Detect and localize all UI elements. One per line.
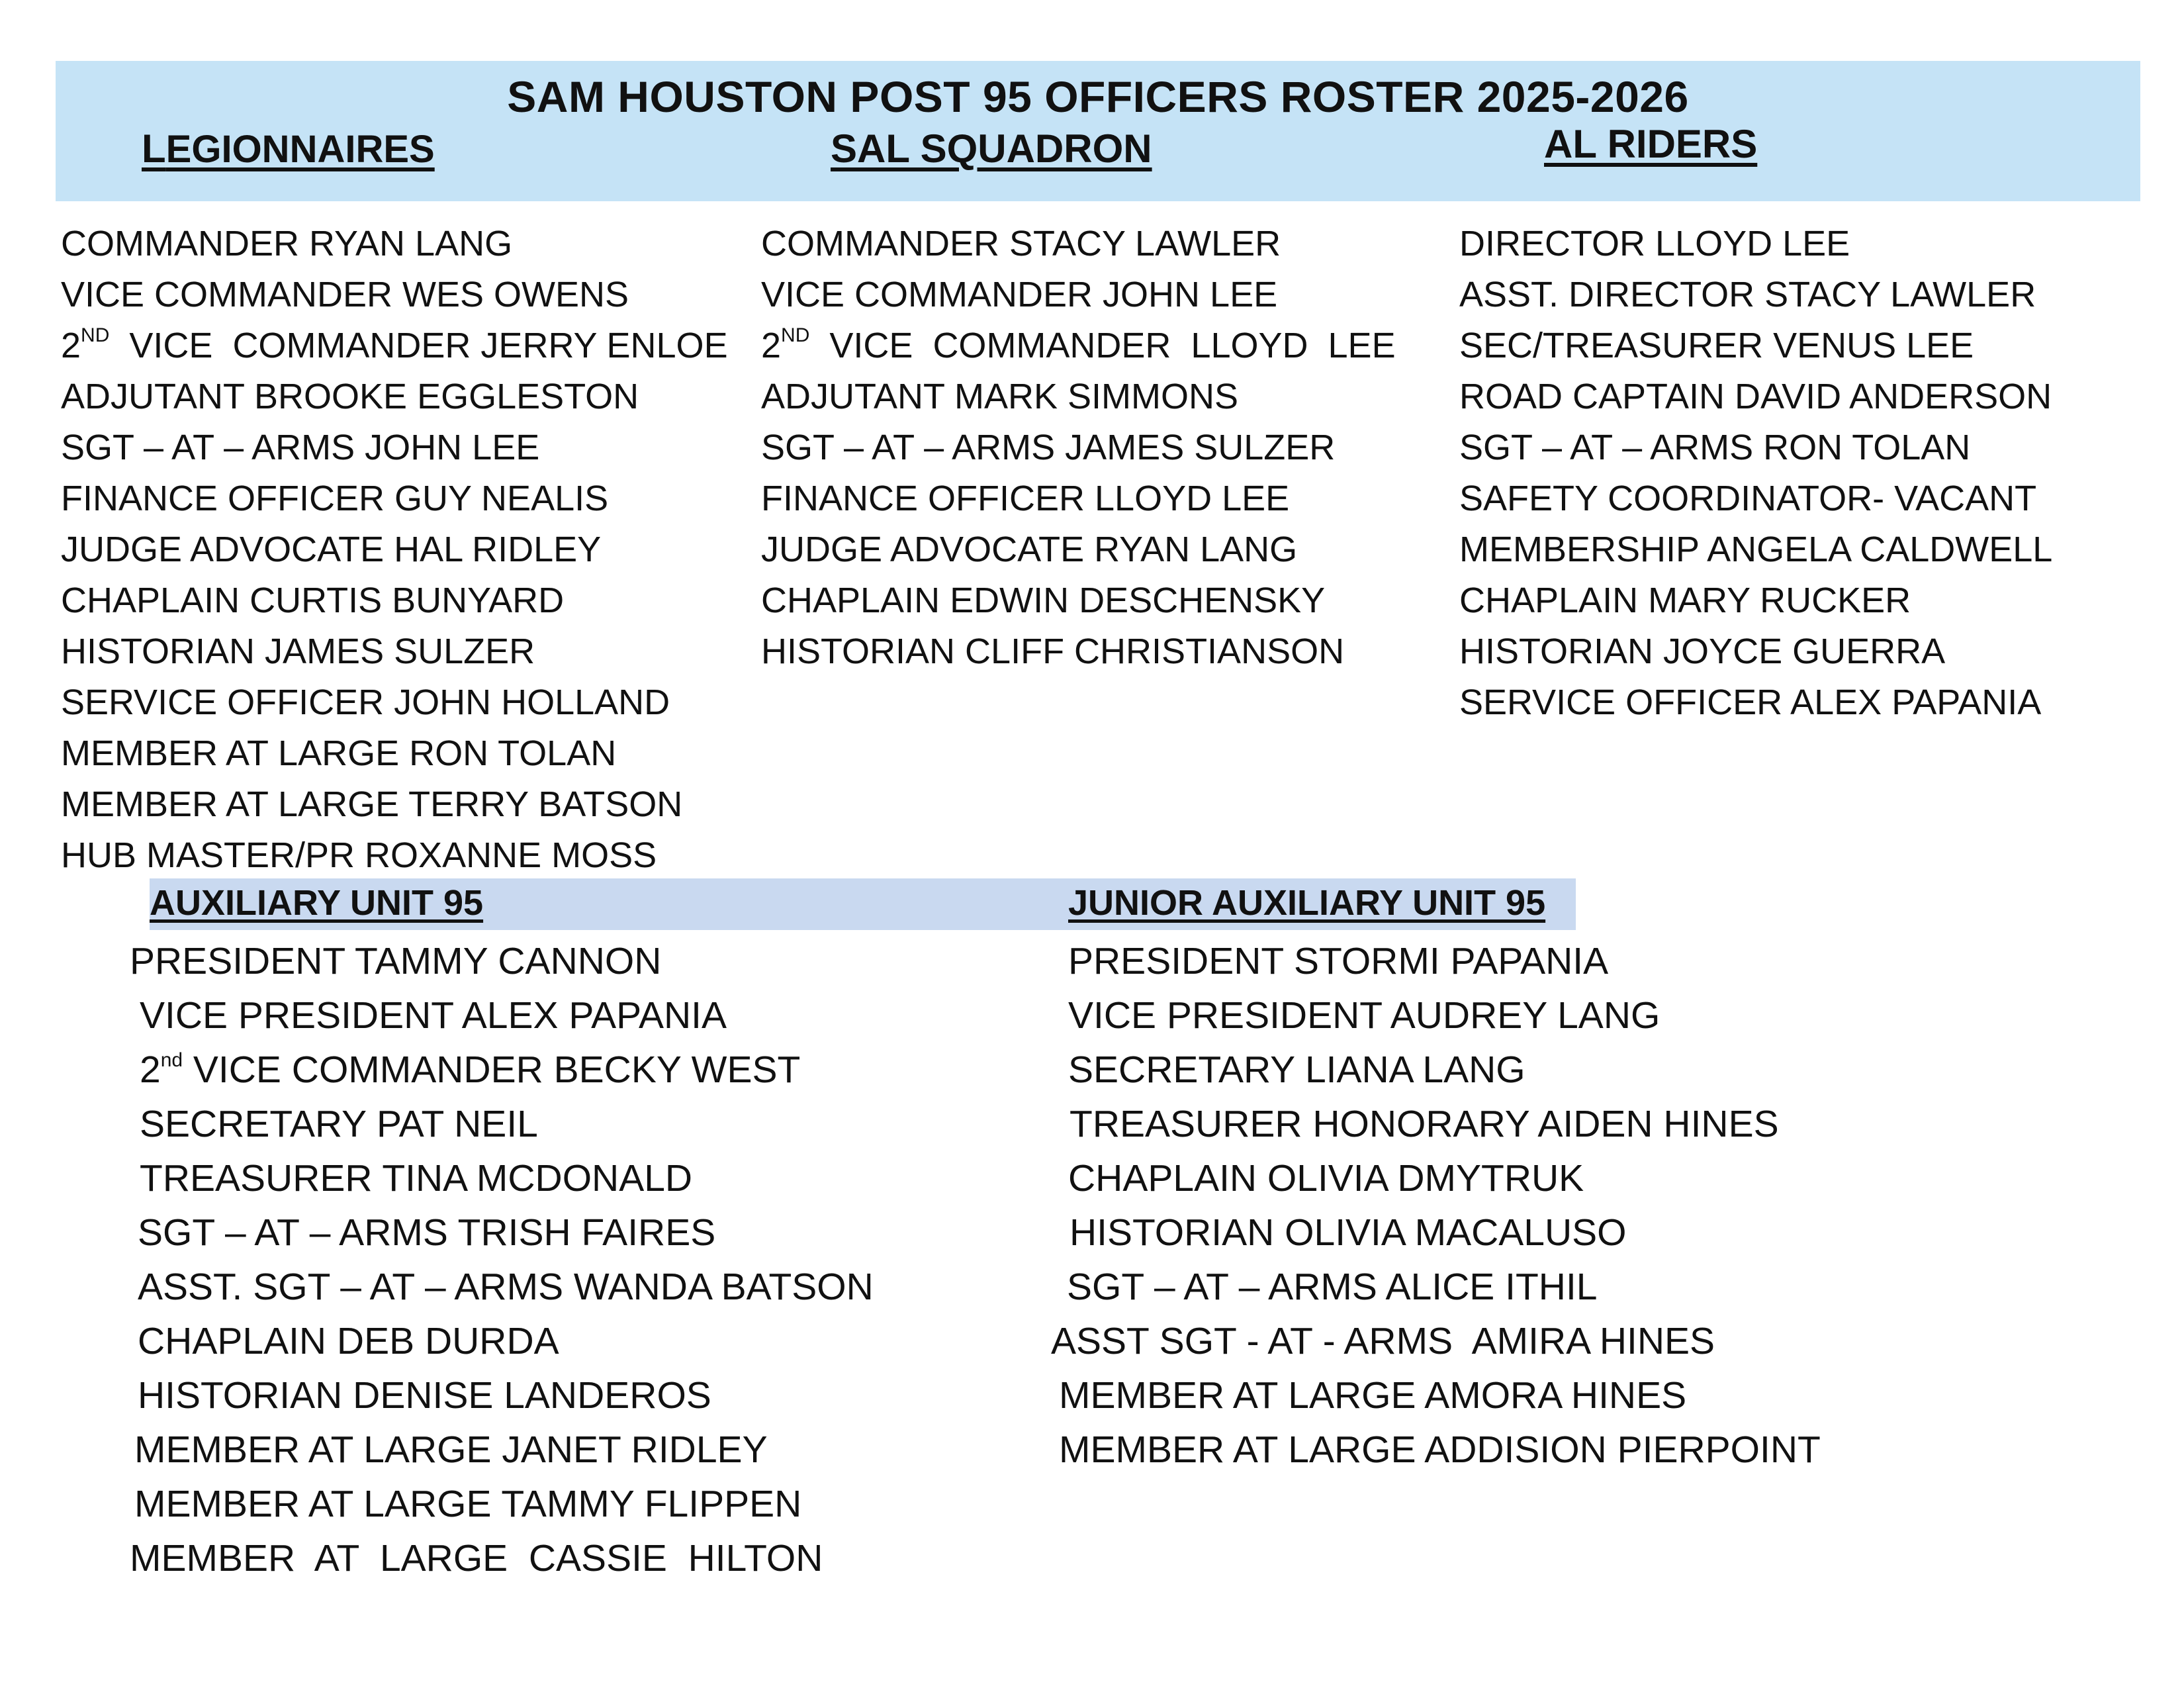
list-item: ROAD CAPTAIN DAVID ANDERSON: [1459, 377, 2052, 416]
list-item: MEMBER AT LARGE TERRY BATSON: [61, 784, 683, 824]
list-item: SERVICE OFFICER ALEX PAPANIA: [1459, 682, 2042, 722]
legionnaires-header: [142, 126, 435, 171]
list-item: CHAPLAIN MARY RUCKER: [1459, 581, 1911, 620]
list-item: SECRETARY PAT NEIL: [140, 1103, 538, 1145]
auxiliary-header-band: [150, 878, 1576, 930]
list-item: PRESIDENT STORMI PAPANIA: [1068, 940, 1609, 982]
list-item: VICE COMMANDER JOHN LEE: [761, 275, 1278, 314]
list-item: TREASURER HONORARY AIDEN HINES: [1069, 1103, 1779, 1145]
list-item: MEMBER AT LARGE RON TOLAN: [61, 733, 617, 773]
list-item: CHAPLAIN OLIVIA DMYTRUK: [1068, 1157, 1584, 1199]
list-item: JUDGE ADVOCATE HAL RIDLEY: [61, 530, 602, 569]
legionnaires-header-rest: EGIONNAIRES: [165, 128, 435, 171]
page-title: SAM HOUSTON POST 95 OFFICERS ROSTER 2025-2026: [507, 72, 1689, 121]
list-item: HISTORIAN CLIFF CHRISTIANSON: [761, 632, 1345, 671]
list-item: VICE COMMANDER WES OWENS: [61, 275, 629, 314]
list-item: TREASURER TINA MCDONALD: [140, 1157, 693, 1199]
list-item: MEMBER AT LARGE AMORA HINES: [1059, 1374, 1687, 1417]
list-item: SGT – AT – ARMS ALICE ITHIL: [1067, 1266, 1598, 1308]
sal-squadron-list: [761, 218, 1396, 677]
al-riders-header: AL RIDERS: [1544, 122, 1758, 166]
list-item: ASST. SGT – AT – ARMS WANDA BATSON: [138, 1266, 874, 1308]
list-item: SGT – AT – ARMS TRISH FAIRES: [138, 1211, 716, 1254]
list-item: CHAPLAIN CURTIS BUNYARD: [61, 581, 565, 620]
list-item: 2nd VICE COMMANDER BECKY WEST: [140, 1049, 801, 1091]
list-item: ASST SGT - AT - ARMS AMIRA HINES: [1051, 1320, 1715, 1362]
list-item: SAFETY COORDINATOR- VACANT: [1459, 479, 2037, 518]
list-item: FINANCE OFFICER LLOYD LEE: [761, 479, 1290, 518]
list-item: 2ND VICE COMMANDER JERRY ENLOE: [61, 324, 728, 365]
legionnaires-header-initial: L: [142, 126, 166, 171]
list-item: SGT – AT – ARMS JAMES SULZER: [761, 428, 1336, 467]
list-item: MEMBERSHIP ANGELA CALDWELL: [1459, 530, 2053, 569]
list-item: ASST. DIRECTOR STACY LAWLER: [1459, 275, 2036, 314]
list-item: CHAPLAIN EDWIN DESCHENSKY: [761, 581, 1326, 620]
list-item: VICE PRESIDENT AUDREY LANG: [1068, 994, 1661, 1037]
list-item: MEMBER AT LARGE JANET RIDLEY: [134, 1429, 768, 1471]
list-item: SERVICE OFFICER JOHN HOLLAND: [61, 682, 670, 722]
legionnaires-list: [61, 218, 728, 881]
list-item: ADJUTANT MARK SIMMONS: [761, 377, 1239, 416]
list-item: 2ND VICE COMMANDER LLOYD LEE: [761, 324, 1396, 365]
list-item: COMMANDER STACY LAWLER: [761, 224, 1281, 263]
list-item: SGT – AT – ARMS RON TOLAN: [1459, 428, 1971, 467]
list-item: COMMANDER RYAN LANG: [61, 224, 513, 263]
list-item: SECRETARY LIANA LANG: [1068, 1049, 1525, 1091]
auxiliary-unit-header: AUXILIARY UNIT 95: [150, 883, 484, 923]
list-item: HUB MASTER/PR ROXANNE MOSS: [61, 835, 657, 875]
list-item: SEC/TREASURER VENUS LEE: [1459, 326, 1974, 365]
list-item: DIRECTOR LLOYD LEE: [1459, 224, 1850, 263]
list-item: HISTORIAN JAMES SULZER: [61, 632, 535, 671]
list-item: MEMBER AT LARGE ADDISION PIERPOINT: [1059, 1429, 1821, 1471]
list-item: FINANCE OFFICER GUY NEALIS: [61, 479, 609, 518]
sal-squadron-header: SAL SQUADRON: [831, 126, 1152, 171]
list-item: SGT – AT – ARMS JOHN LEE: [61, 428, 540, 467]
al-riders-list: [1459, 218, 2052, 728]
list-item: HISTORIAN OLIVIA MACALUSO: [1069, 1211, 1627, 1254]
junior-auxiliary-unit-header: JUNIOR AUXILIARY UNIT 95: [1068, 883, 1546, 923]
list-item: MEMBER AT LARGE CASSIE HILTON: [130, 1537, 823, 1579]
list-item: HISTORIAN JOYCE GUERRA: [1459, 632, 1946, 671]
list-item: ADJUTANT BROOKE EGGLESTON: [61, 377, 639, 416]
list-item: JUDGE ADVOCATE RYAN LANG: [761, 530, 1298, 569]
list-item: CHAPLAIN DEB DURDA: [138, 1320, 559, 1362]
list-item: MEMBER AT LARGE TAMMY FLIPPEN: [134, 1483, 802, 1525]
list-item: HISTORIAN DENISE LANDEROS: [138, 1374, 711, 1417]
list-item: PRESIDENT TAMMY CANNON: [130, 940, 662, 982]
list-item: VICE PRESIDENT ALEX PAPANIA: [140, 994, 727, 1037]
